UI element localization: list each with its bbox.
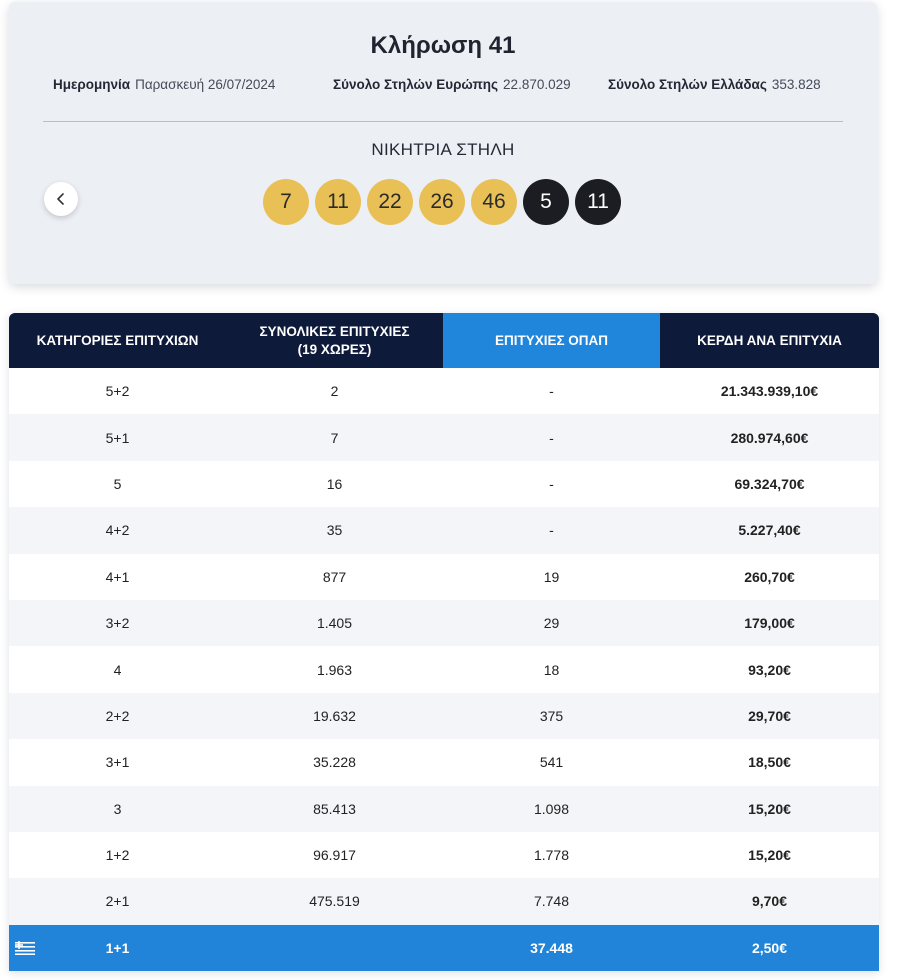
winning-combination-label: ΝΙΚΗΤΡΙΑ ΣΤΗΛΗ [371, 140, 515, 159]
header-total-line1: ΣΥΝΟΛΙΚΕΣ ΕΠΙΤΥΧΙΕΣ [259, 323, 410, 339]
category-label: 1+1 [105, 939, 130, 956]
draw-info-card [9, 2, 877, 284]
opap-wins-cell: 541 [443, 739, 660, 785]
prize-cell: 18,50€ [660, 739, 879, 785]
prize-cell: 21.343.939,10€ [660, 368, 879, 414]
category-cell: 5+2 [9, 368, 226, 414]
opap-wins-cell: - [443, 368, 660, 414]
total-wins-cell: 35.228 [226, 739, 443, 785]
opap-wins-cell: 19 [443, 554, 660, 600]
opap-wins-cell: - [443, 461, 660, 507]
number-ball: 26 [419, 179, 465, 225]
greek-flag-icon [15, 941, 35, 955]
table-row [9, 739, 879, 785]
draw-date [53, 77, 275, 92]
opap-wins-cell: - [443, 414, 660, 460]
number-ball: 46 [471, 179, 517, 225]
europe-total [333, 77, 571, 92]
prize-cell: 5.227,40€ [660, 507, 879, 553]
table-row [9, 832, 879, 878]
opap-wins-cell: 7.748 [443, 878, 660, 924]
total-wins-cell: 877 [226, 554, 443, 600]
total-wins-cell: 96.917 [226, 832, 443, 878]
table-row [9, 461, 879, 507]
total-wins-cell: 19.632 [226, 693, 443, 739]
greece-total-value: 353.828 [771, 77, 821, 92]
category-cell [9, 925, 226, 971]
europe-total-label: Σύνολο Στηλών Ευρώπης [333, 77, 499, 92]
opap-wins-cell: - [443, 507, 660, 553]
table-row [9, 507, 879, 553]
total-wins-cell: 2 [226, 368, 443, 414]
table-row [9, 693, 879, 739]
europe-total-value: 22.870.029 [503, 77, 571, 92]
table-row [9, 786, 879, 832]
prize-cell: 280.974,60€ [660, 414, 879, 460]
header-prize-per-win: ΚΕΡΔΗ ΑΝΑ ΕΠΙΤΥΧΙΑ [660, 313, 879, 368]
prize-cell: 179,00€ [660, 600, 879, 646]
previous-draw-button[interactable] [44, 182, 78, 216]
total-wins-cell: 1.963 [226, 646, 443, 692]
draw-date-value: Παρασκευή 26/07/2024 [135, 77, 276, 92]
prize-cell: 9,70€ [660, 878, 879, 924]
total-wins-cell [226, 925, 443, 971]
header-total-line2: (19 ΧΩΡΕΣ) [297, 341, 372, 357]
star-ball: 5 [523, 179, 569, 225]
table-row [9, 646, 879, 692]
table-row-highlighted [9, 925, 879, 971]
prize-cell: 93,20€ [660, 646, 879, 692]
category-cell: 4 [9, 646, 226, 692]
divider [43, 121, 843, 122]
opap-wins-cell: 18 [443, 646, 660, 692]
category-cell: 4+1 [9, 554, 226, 600]
total-wins-cell: 1.405 [226, 600, 443, 646]
table-row [9, 600, 879, 646]
category-cell: 3+2 [9, 600, 226, 646]
star-ball: 11 [575, 179, 621, 225]
opap-wins-cell: 375 [443, 693, 660, 739]
header-opap-wins: ΕΠΙΤΥΧΙΕΣ ΟΠΑΠ [443, 313, 660, 368]
opap-wins-cell: 1.098 [443, 786, 660, 832]
winning-numbers [263, 179, 621, 225]
opap-wins-cell: 1.778 [443, 832, 660, 878]
prize-cell: 15,20€ [660, 832, 879, 878]
draw-title: Κλήρωση 41 [370, 32, 516, 59]
category-cell: 3 [9, 786, 226, 832]
category-cell: 3+1 [9, 739, 226, 785]
category-cell: 5 [9, 461, 226, 507]
greece-total-label: Σύνολο Στηλών Ελλάδας [608, 77, 767, 92]
table-row [9, 878, 879, 924]
draw-date-label: Ημερομηνία [53, 77, 131, 92]
total-wins-cell: 475.519 [226, 878, 443, 924]
total-wins-cell: 85.413 [226, 786, 443, 832]
number-ball: 22 [367, 179, 413, 225]
table-row [9, 368, 879, 414]
category-cell: 1+2 [9, 832, 226, 878]
opap-wins-cell: 29 [443, 600, 660, 646]
total-wins-cell: 16 [226, 461, 443, 507]
prize-cell: 29,70€ [660, 693, 879, 739]
table-row [9, 554, 879, 600]
prize-cell: 15,20€ [660, 786, 879, 832]
prize-cell: 2,50€ [660, 925, 879, 971]
header-total-wins [226, 313, 443, 368]
total-wins-cell: 35 [226, 507, 443, 553]
header-category: ΚΑΤΗΓΟΡΙΕΣ ΕΠΙΤΥΧΙΩΝ [9, 313, 226, 368]
total-wins-cell: 7 [226, 414, 443, 460]
table-row [9, 414, 879, 460]
number-ball: 11 [315, 179, 361, 225]
category-cell: 2+1 [9, 878, 226, 924]
chevron-left-icon [56, 193, 66, 205]
number-ball: 7 [263, 179, 309, 225]
prize-cell: 69.324,70€ [660, 461, 879, 507]
category-cell: 2+2 [9, 693, 226, 739]
category-cell: 5+1 [9, 414, 226, 460]
prize-table [9, 313, 879, 971]
table-header-row [9, 313, 879, 368]
category-cell: 4+2 [9, 507, 226, 553]
opap-wins-cell: 37.448 [443, 925, 660, 971]
prize-cell: 260,70€ [660, 554, 879, 600]
greece-total [608, 77, 821, 92]
